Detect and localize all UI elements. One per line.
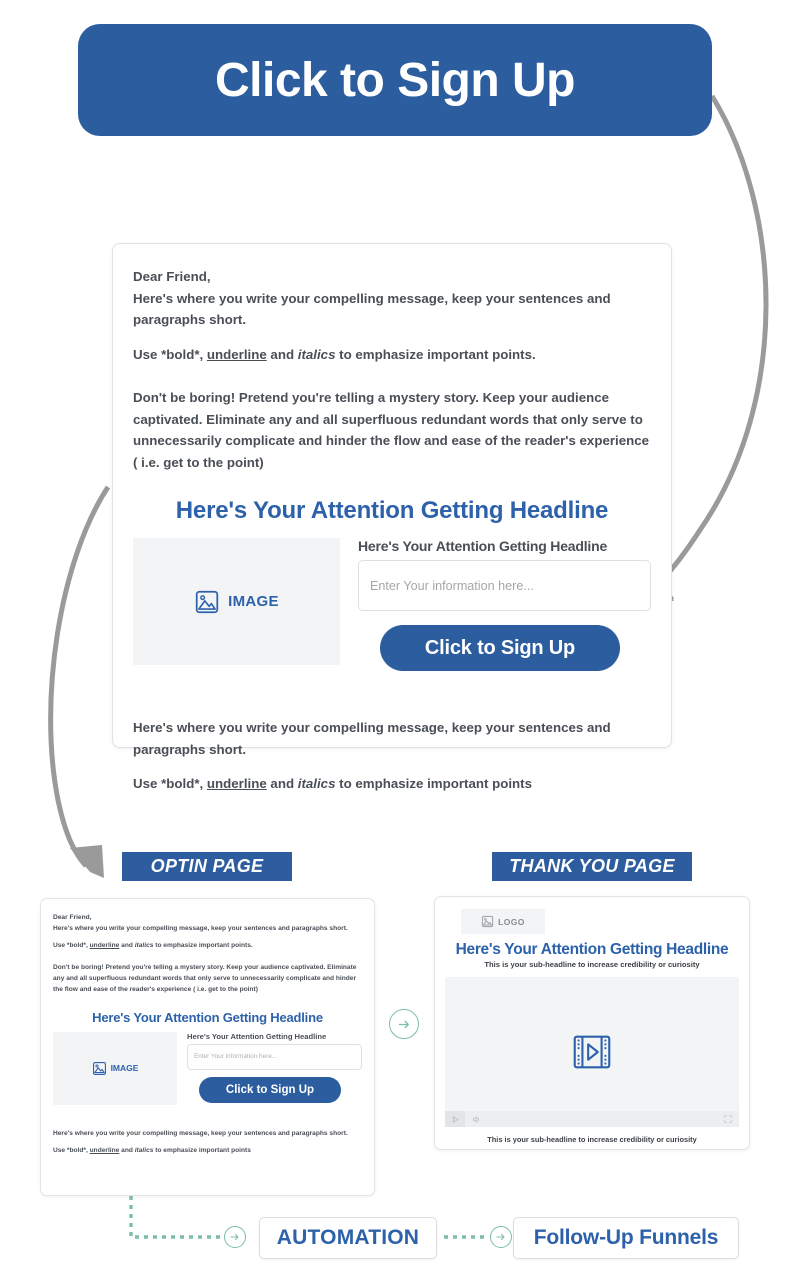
optin-footer-emphasis-italic: italics [134, 1146, 154, 1154]
optin-emphasis-prefix: Use *bold*, [53, 941, 90, 949]
video-player-controls[interactable] [445, 1111, 739, 1127]
top-cta-button[interactable] [78, 24, 712, 136]
arrow-right-icon [229, 1231, 241, 1243]
thank-you-page-preview [434, 896, 750, 1150]
footer-emphasis-italic: italics [297, 776, 336, 792]
email-cta-button[interactable]: Click to Sign Up [380, 625, 620, 671]
optin-form-input[interactable] [187, 1044, 362, 1070]
email-salutation: Dear Friend, [133, 269, 211, 284]
email-optin-row [133, 538, 651, 671]
arrow-right-icon [397, 1017, 412, 1032]
image-icon [92, 1061, 107, 1076]
emphasis-mid: and [266, 346, 298, 362]
flow-arrow-optin-to-thankyou [389, 1009, 419, 1039]
flow-arrow-to-automation [224, 1226, 246, 1248]
thank-you-logo-label: LOGO [498, 916, 525, 927]
email-headline: Here's Your Attention Getting Headline [175, 497, 609, 525]
emphasis-italic: italics [297, 346, 336, 362]
email-image-label: IMAGE [228, 593, 279, 611]
email-footer-intro: Here's where you write your compelling message, keep your sentences and paragraphs short. [133, 720, 611, 757]
video-fullscreen-button[interactable] [724, 1115, 732, 1123]
optin-emphasis-line [53, 941, 362, 952]
optin-emphasis-underline: underline [89, 941, 120, 949]
video-play-icon [569, 1029, 615, 1075]
automation-label: AUTOMATION [276, 1226, 420, 1249]
email-footer-block [133, 717, 651, 795]
optin-form-heading: Here's Your Attention Getting Headline [187, 1031, 327, 1041]
volume-icon [472, 1115, 481, 1124]
flow-arrow-to-followup [490, 1226, 512, 1248]
thank-you-logo-placeholder [461, 909, 545, 934]
image-icon [194, 589, 220, 615]
arrow-card-to-optin-page [51, 487, 108, 866]
footer-emphasis-mid: and [266, 776, 298, 792]
optin-footer-intro: Here's where you write your compelling message, keep your sentences and paragraphs short. [53, 1129, 348, 1137]
thank-you-subheadline: This is your sub-headline to increase credibility or curiosity [484, 960, 700, 969]
thank-you-footer-subheadline: This is your sub-headline to increase credibility or curiosity [487, 1135, 697, 1144]
section-tag-thank-you [492, 852, 692, 881]
footer-emphasis-suffix: to emphasize important points [335, 776, 532, 792]
optin-footer-emphasis-underline: underline [89, 1146, 120, 1154]
section-tag-thank-you-label: THANK YOU PAGE [509, 856, 675, 876]
emphasis-prefix: Use *bold*, [133, 346, 207, 362]
optin-page-preview [40, 898, 375, 1196]
footer-emphasis-underline: underline [206, 776, 267, 792]
optin-footer-emphasis-prefix: Use *bold*, [53, 1146, 90, 1154]
email-form [358, 538, 651, 671]
automation-box[interactable] [259, 1217, 437, 1259]
optin-intro: Here's where you write your compelling message, keep your sentences and paragraphs short. [53, 924, 348, 932]
top-cta-label: Click to Sign Up [214, 53, 575, 107]
optin-footer-emphasis-suffix: to emphasize important points [153, 1146, 251, 1154]
optin-footer-emphasis-mid: and [119, 1146, 135, 1154]
section-tag-optin-label: OPTIN PAGE [150, 856, 264, 876]
footer-emphasis-prefix: Use *bold*, [133, 776, 207, 792]
optin-headline: Here's Your Attention Getting Headline [92, 1009, 323, 1025]
optin-image-placeholder [53, 1032, 177, 1105]
email-form-input[interactable] [358, 560, 651, 611]
optin-row [53, 1032, 362, 1105]
image-icon [481, 915, 494, 928]
optin-body: Don't be boring! Pretend you're telling a mystery story. Keep your audience captivated. Eliminate any and all superfluous redundant words that only serve to unnecessarily complicate and hinder the flow and ease of the reader's experience ( i.e. get to the point) [53, 963, 357, 993]
dotted-line-optin-to-automation [131, 1196, 222, 1237]
optin-form [187, 1032, 362, 1105]
email-form-heading: Here's Your Attention Getting Headline [358, 538, 608, 555]
section-tag-optin [122, 852, 292, 881]
followup-funnels-label: Follow-Up Funnels [533, 1226, 719, 1249]
optin-footer-emphasis [53, 1146, 362, 1157]
followup-funnels-box[interactable] [513, 1217, 739, 1259]
optin-emphasis-italic: italics [134, 941, 154, 949]
optin-salutation: Dear Friend, [53, 914, 92, 921]
optin-image-label: IMAGE [110, 1063, 139, 1074]
play-icon [452, 1116, 459, 1123]
optin-emphasis-mid: and [119, 941, 135, 949]
video-volume-button[interactable] [472, 1115, 481, 1124]
video-play-button[interactable] [445, 1111, 465, 1127]
thank-you-headline: Here's Your Attention Getting Headline [455, 941, 729, 958]
optin-footer-block [53, 1129, 362, 1157]
email-preview-card [112, 243, 672, 792]
fullscreen-icon [724, 1115, 732, 1123]
email-image-placeholder [133, 538, 340, 665]
optin-cta-button[interactable]: Click to Sign Up [199, 1077, 341, 1103]
arrow-top-to-optin-cta [660, 96, 766, 582]
arrow-right-icon [495, 1231, 507, 1243]
email-intro: Here's where you write your compelling message, keep your sentences and paragraphs short. [133, 290, 611, 328]
emphasis-underline: underline [206, 346, 267, 362]
emphasis-suffix: to emphasize important points. [335, 346, 536, 362]
thank-you-video-placeholder[interactable] [445, 977, 739, 1127]
optin-emphasis-suffix: to emphasize important points. [153, 941, 253, 949]
email-body: Don't be boring! Pretend you're telling a mystery story. Keep your audience captivated. Eliminate any and all superfluous redundant words that only serve to unnecessarily complicate and hinder the flow and ease of the reader's experience ( i.e. get to the point) [133, 390, 650, 470]
email-footer-emphasis [133, 773, 651, 795]
email-emphasis-line [133, 344, 651, 366]
